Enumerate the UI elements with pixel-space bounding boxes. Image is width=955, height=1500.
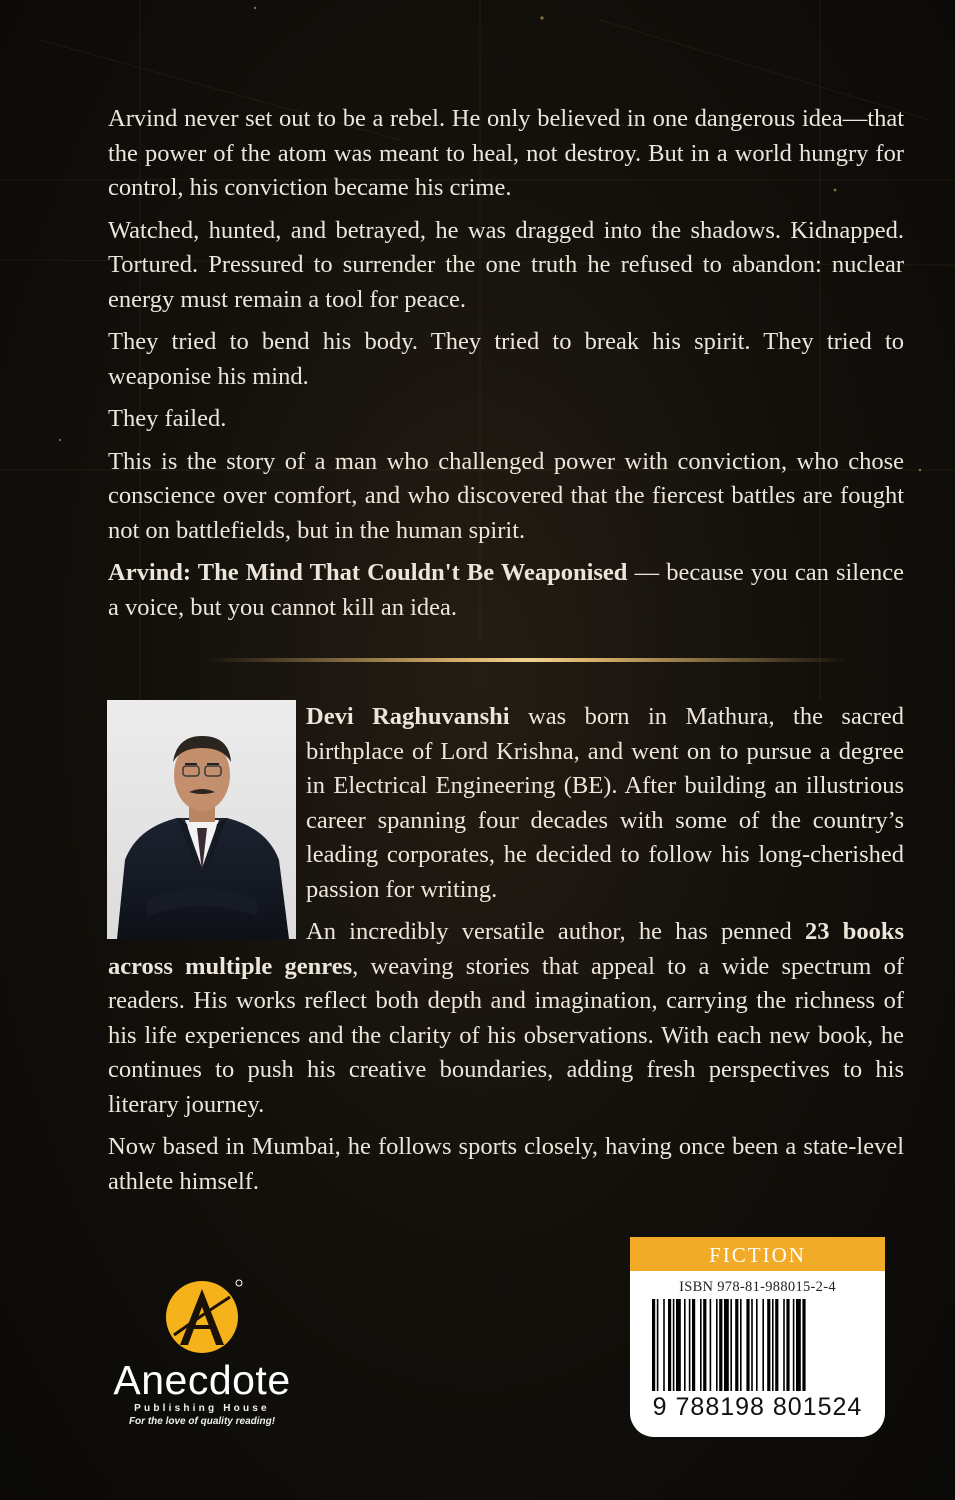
barcode-bar xyxy=(735,1299,738,1391)
bio-text-1: was born in Mathura, the sacred birthplace of Lord Krishna, and went on to pursue a degree in Electrical Engineering (BE). After building an illustrious career spanning four decades with some of the country’s leading corporates, he decided to follow his long-cherished passion for writing. xyxy=(306,703,904,903)
publisher-logo xyxy=(96,1275,308,1435)
barcode-bar xyxy=(676,1299,681,1391)
photo-spacer xyxy=(108,700,306,942)
barcode-bar xyxy=(668,1299,671,1391)
barcode-bar xyxy=(716,1299,718,1391)
book-blurb xyxy=(108,102,904,633)
blurb-tagline: — because you can silence a voice, but you cannot kill an idea. xyxy=(108,559,904,621)
author-name: Devi Raghuvanshi xyxy=(306,703,510,730)
isbn-barcode-box xyxy=(630,1237,885,1437)
blurb-paragraph-3: They tried to bend his body. They tried to break his spirit. They tried to weaponise his mind. xyxy=(108,328,904,390)
bio-paragraph-2 xyxy=(108,915,904,1122)
blurb-paragraph-1: Arvind never set out to be a rebel. He only believed in one dangerous idea—that the power of the atom was meant to heal, not destroy. But in a world hungry for control, his conviction became his crime. xyxy=(108,105,904,201)
blurb-paragraph-2: Watched, hunted, and betrayed, he was dragged into the shadows. Kidnapped. Tortured. Pressured to surrender the one truth he refused to abandon: nuclear energy must remain a tool for peace. xyxy=(108,216,904,313)
gold-divider xyxy=(208,658,848,662)
barcode-bar xyxy=(710,1299,712,1391)
publisher-tagline: For the love of quality reading! xyxy=(128,1416,276,1427)
barcode-bar xyxy=(673,1299,675,1391)
anecdote-a-icon xyxy=(96,1275,308,1359)
isbn-text: ISBN 978-81-988015-2-4 xyxy=(679,1279,836,1295)
books-count-bold: 23 books across multiple genres xyxy=(108,918,904,980)
barcode-bar xyxy=(775,1299,778,1391)
barcode-number: 9 788198 801524 xyxy=(652,1393,863,1421)
barcode-bar xyxy=(657,1299,659,1391)
barcode-bar xyxy=(740,1299,742,1391)
barcode-bar xyxy=(796,1299,801,1391)
blurb-paragraph-6 xyxy=(108,556,904,625)
barcode-bar xyxy=(724,1299,729,1391)
blurb-paragraph-5: This is the story of a man who challenged power with conviction, who chose conscience over comfort, and who discovered that the fiercest battles are fought not on battlefields, but in the human spirit. xyxy=(108,447,904,544)
author-bio xyxy=(108,700,904,1207)
barcode-bar xyxy=(762,1299,764,1391)
barcode-bar xyxy=(703,1299,706,1391)
barcode-bar xyxy=(689,1299,691,1391)
barcode-bar xyxy=(663,1299,665,1391)
barcode-bar xyxy=(652,1299,655,1391)
publisher-subtitle: Publishing House xyxy=(134,1403,270,1414)
barcode-bars xyxy=(642,1299,873,1395)
barcode-bar xyxy=(692,1299,695,1391)
book-title-bold: Arvind: The Mind That Couldn't Be Weaponised xyxy=(108,559,628,586)
barcode-bar xyxy=(684,1299,686,1391)
barcode-bar xyxy=(751,1299,753,1391)
barcode-bar xyxy=(786,1299,789,1391)
barcode-bar xyxy=(719,1299,722,1391)
barcode-bar xyxy=(783,1299,785,1391)
bio-text-2b: , weaving stories that appeal to a wide spectrum of readers. His works reflect both depth and imagination, carrying the richness of his life experiences and the clarity of his observations. With each new book, he continues to push his creative boundaries, adding fresh perspectives to his literary journey. xyxy=(108,952,904,1118)
barcode-bar xyxy=(746,1299,749,1391)
barcode-bar xyxy=(802,1299,805,1391)
blurb-paragraph-4: They failed. xyxy=(108,405,227,432)
bio-text-2a: An incredibly versatile author, he has penned xyxy=(306,918,805,945)
barcode-bar xyxy=(700,1299,702,1391)
barcode-bar xyxy=(772,1299,774,1391)
barcode-bar xyxy=(767,1299,770,1391)
bio-paragraph-3: Now based in Mumbai, he follows sports closely, having once been a state-level athlete himself. xyxy=(108,1133,904,1195)
barcode-bar xyxy=(793,1299,795,1391)
barcode-bar xyxy=(756,1299,758,1391)
genre-label: FICTION xyxy=(630,1237,885,1271)
publisher-name: Anecdote xyxy=(113,1357,291,1403)
barcode-bar xyxy=(730,1299,732,1391)
